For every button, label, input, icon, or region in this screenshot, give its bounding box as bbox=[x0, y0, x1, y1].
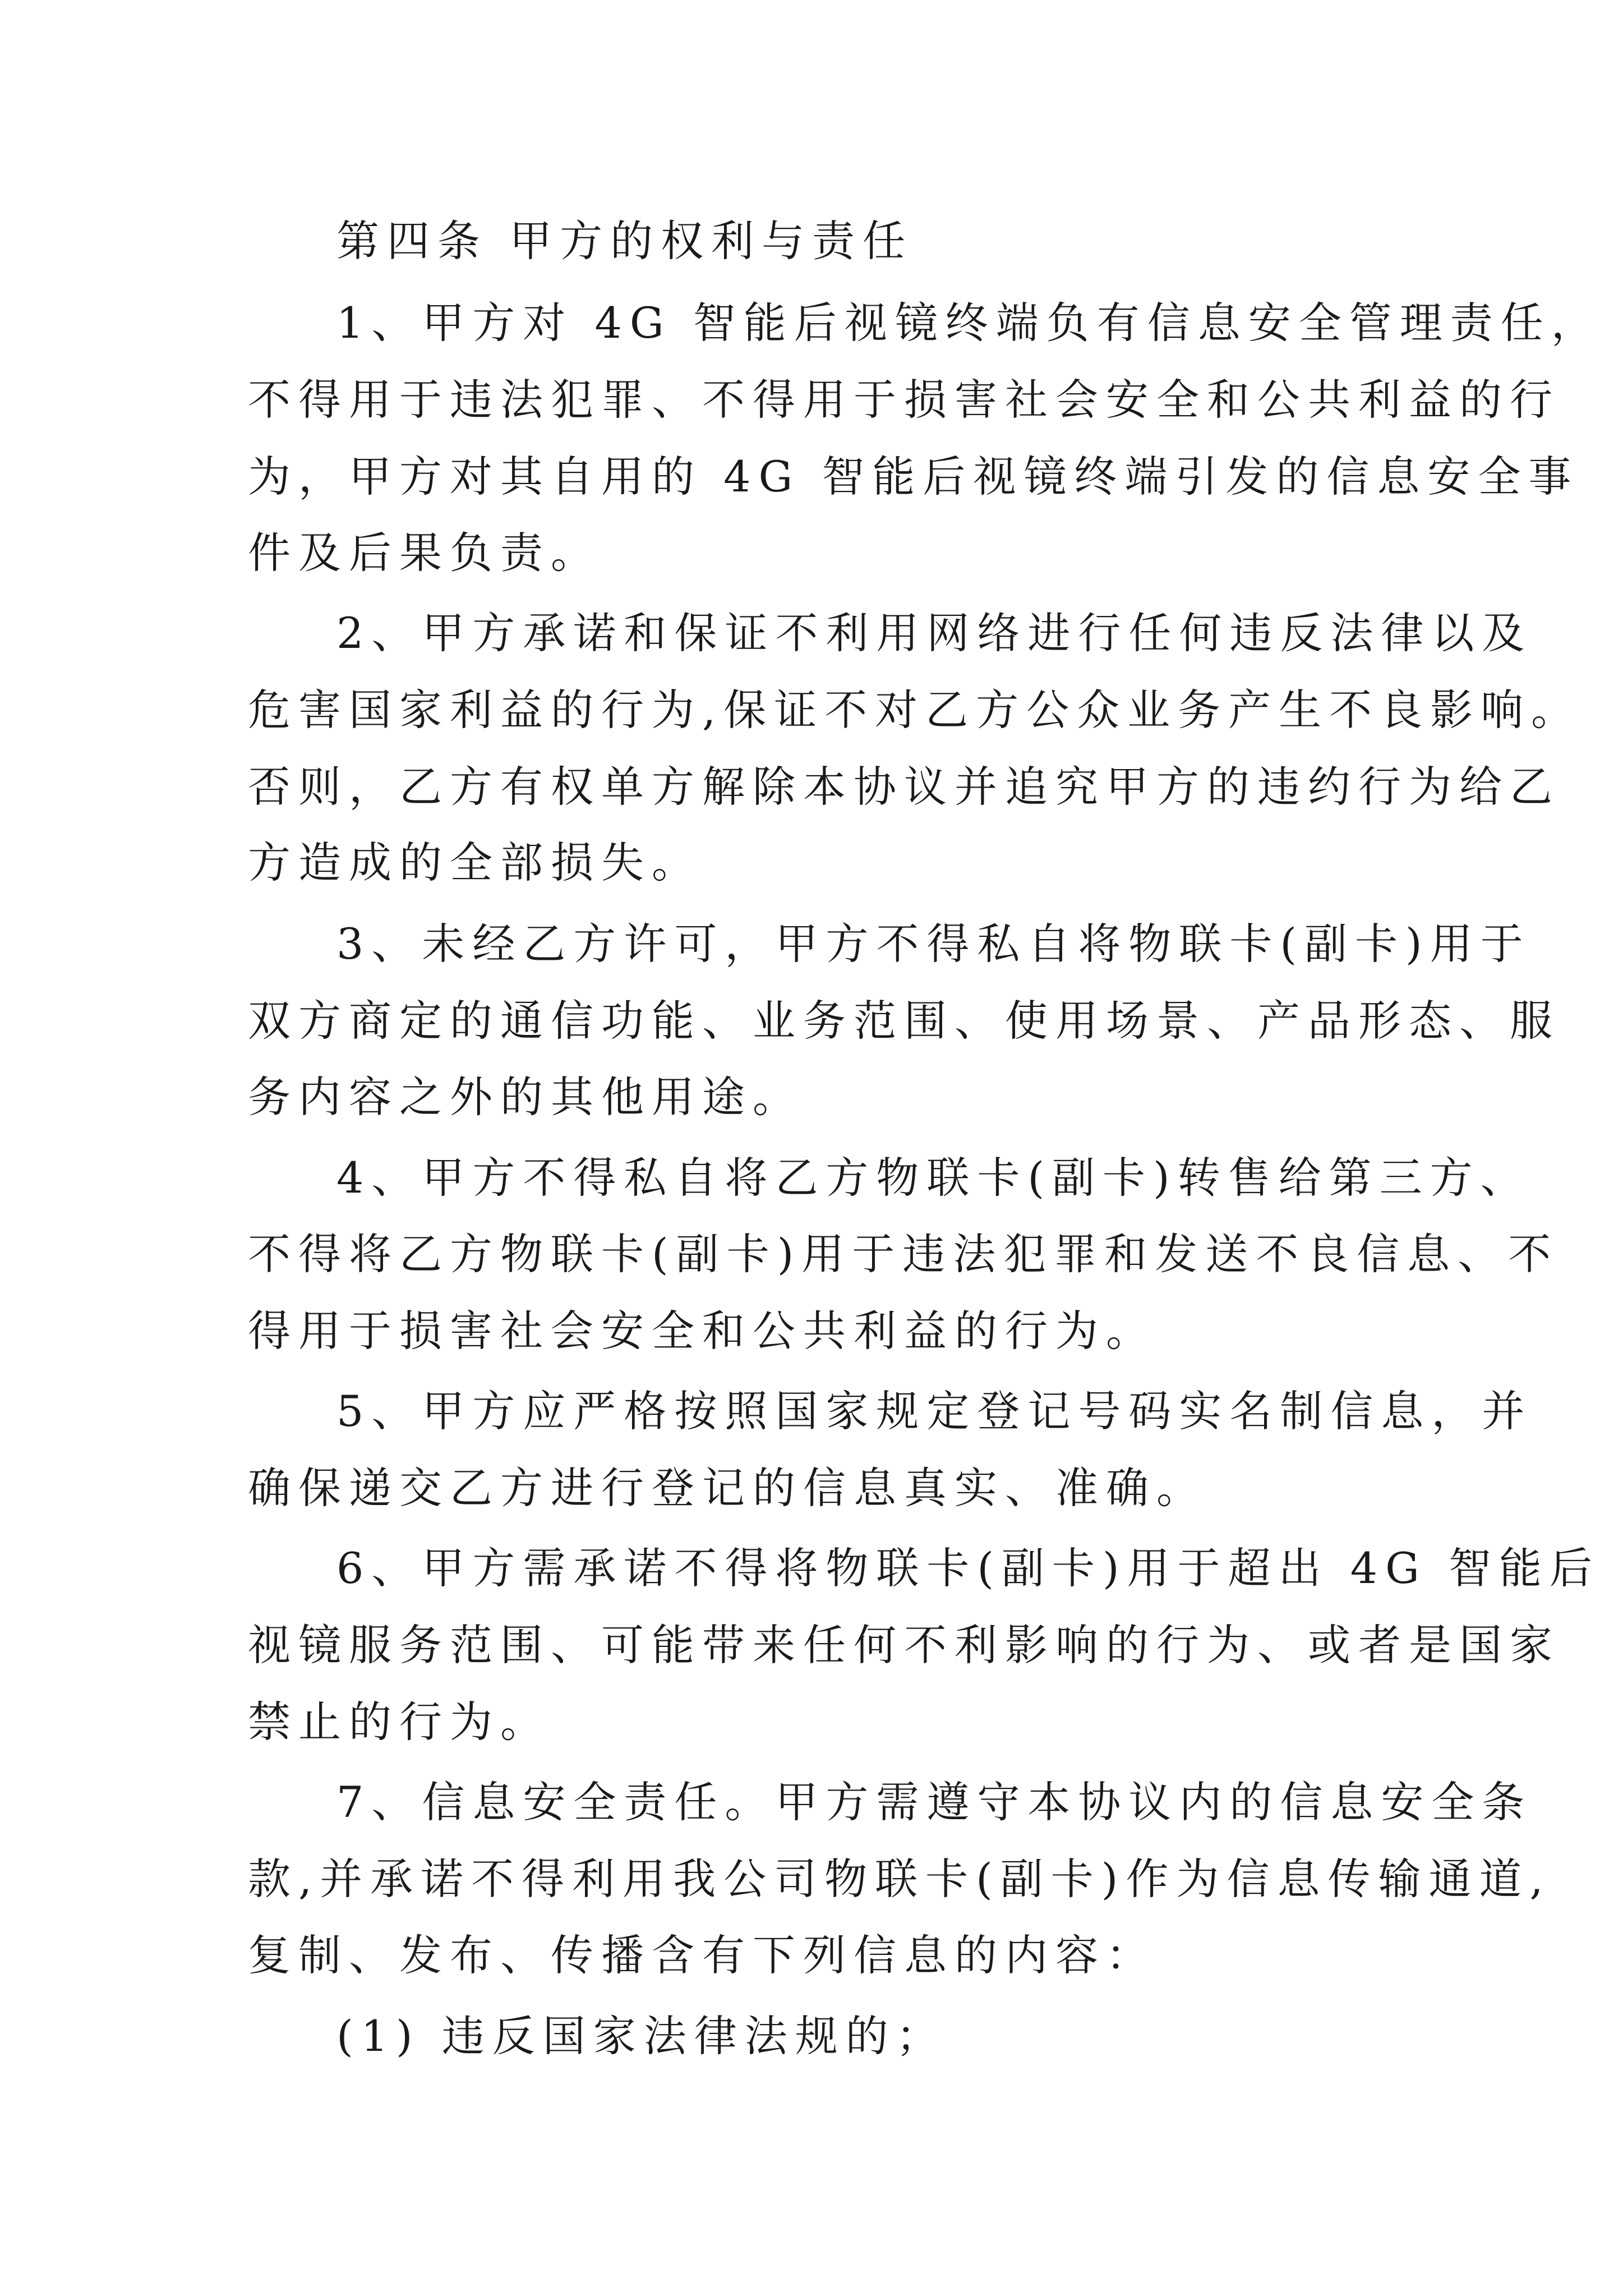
clause-7-line-3: 复制、发布、传播含有下列信息的内容： bbox=[248, 1930, 1156, 1980]
clause-3-line-1: 3、未经乙方许可，甲方不得私自将物联卡(副卡)用于 bbox=[336, 919, 1531, 969]
clause-6-line-1: 6、甲方需承诺不得将物联卡(副卡)用于超出 4G 智能后 bbox=[336, 1543, 1601, 1593]
clause-2-line-3: 否则，乙方有权单方解除本协议并追究甲方的违约行为给乙 bbox=[248, 762, 1560, 812]
section-heading: 第四条 甲方的权利与责任 bbox=[336, 216, 914, 266]
clause-2-line-2: 危害国家利益的行为,保证不对乙方公众业务产生不良影响。 bbox=[248, 685, 1582, 735]
list-item-1: (1) 违反国家法律法规的； bbox=[336, 2011, 947, 2061]
clause-4-line-2: 不得将乙方物联卡(副卡)用于违法犯罪和发送不良信息、不 bbox=[248, 1229, 1559, 1279]
clause-7-line-1: 7、信息安全责任。甲方需遵守本协议内的信息安全条 bbox=[336, 1777, 1533, 1827]
clause-5-line-2: 确保递交乙方进行登记的信息真实、准确。 bbox=[248, 1463, 1207, 1513]
clause-3-line-3: 务内容之外的其他用途。 bbox=[248, 1072, 803, 1122]
clause-2-line-4: 方造成的全部损失。 bbox=[248, 838, 702, 887]
clause-4-line-3: 得用于损害社会安全和公共利益的行为。 bbox=[248, 1306, 1156, 1356]
clause-6-line-3: 禁止的行为。 bbox=[248, 1697, 551, 1747]
clause-2-line-1: 2、甲方承诺和保证不利用网络进行任何违反法律以及 bbox=[336, 608, 1533, 658]
clause-5-line-1: 5、甲方应严格按照国家规定登记号码实名制信息，并 bbox=[336, 1386, 1533, 1436]
clause-1-line-3: 为，甲方对其自用的 4G 智能后视镜终端引发的信息安全事 bbox=[248, 452, 1579, 501]
clause-3-line-2: 双方商定的通信功能、业务范围、使用场景、产品形态、服 bbox=[248, 996, 1560, 1046]
clause-6-line-2: 视镜服务范围、可能带来任何不利影响的行为、或者是国家 bbox=[248, 1620, 1560, 1670]
clause-1-line-4: 件及后果负责。 bbox=[248, 528, 601, 578]
clause-4-line-1: 4、甲方不得私自将乙方物联卡(副卡)转售给第三方、 bbox=[336, 1153, 1531, 1203]
clause-7-line-2: 款,并承诺不得利用我公司物联卡(副卡)作为信息传输通道, bbox=[248, 1854, 1551, 1904]
clause-1-line-1: 1、甲方对 4G 智能后视镜终端负有信息安全管理责任， bbox=[336, 298, 1602, 348]
clause-1-line-2: 不得用于违法犯罪、不得用于损害社会安全和公共利益的行 bbox=[248, 375, 1560, 425]
